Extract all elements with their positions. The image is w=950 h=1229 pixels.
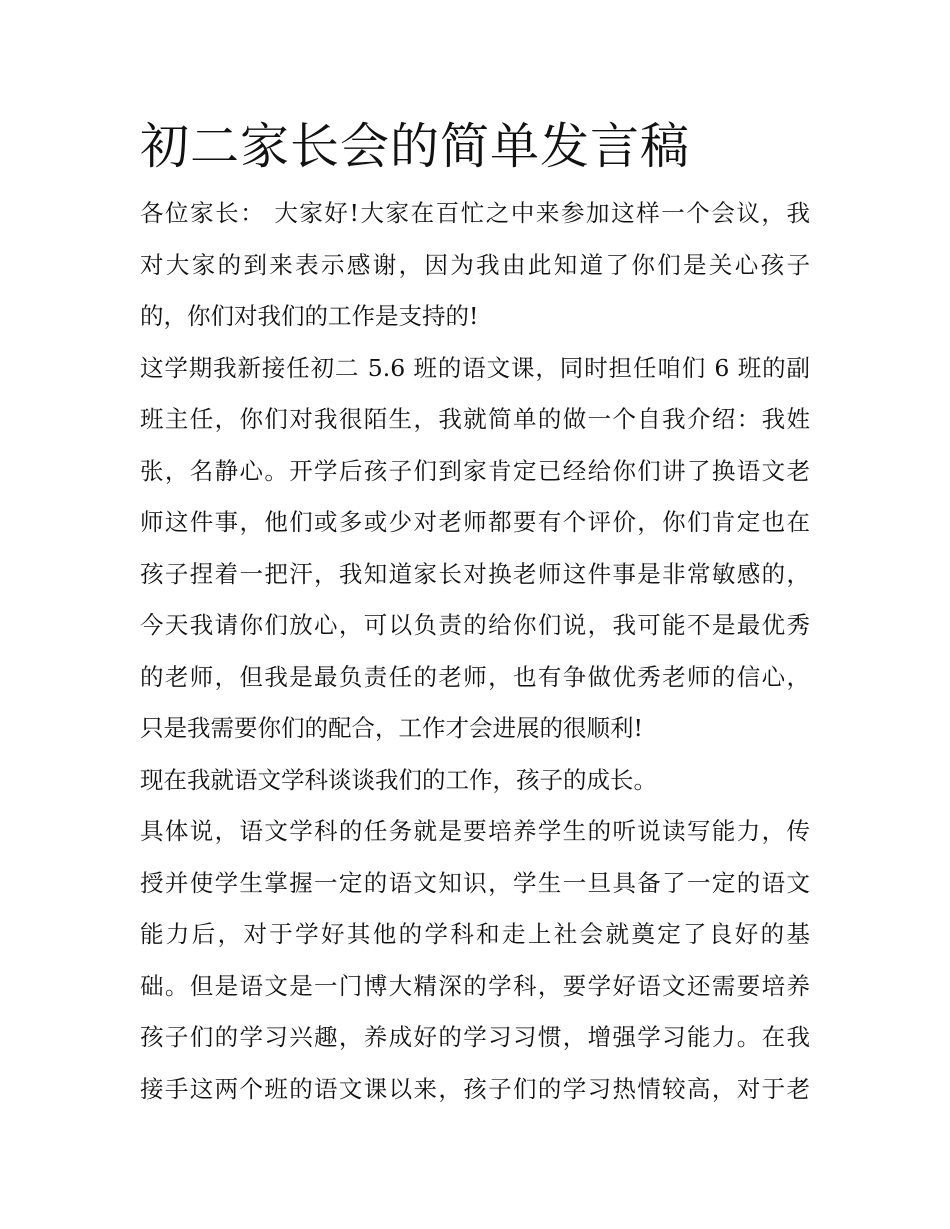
text-line: 的，你们对我们的工作是支持的! <box>140 302 479 330</box>
text-line: 接手这两个班的语文课以来，孩子们的学习热情较高，对于老 <box>140 1074 810 1103</box>
text-line: 孩子捏着一把汗，我知道家长对换老师这件事是非常敏感的， <box>140 559 810 588</box>
text-line: 现在我就语文学科谈谈我们的工作，孩子的成长。 <box>140 765 657 794</box>
text-line: 对大家的到来表示感谢，因为我由此知道了你们是关心孩子 <box>140 250 810 279</box>
paragraph-greeting <box>140 188 810 343</box>
text-line: 能力后，对于学好其他的学科和走上社会就奠定了良好的基 <box>140 920 810 948</box>
text-line: 张，名静心。开学后孩子们到家肯定已经给你们讲了换语文老 <box>140 456 810 485</box>
text-line: 础。但是语文是一门博大精深的学科，要学好语文还需要培养 <box>140 971 810 1000</box>
paragraph-introduction <box>140 343 810 755</box>
text-line: 的老师，但我是最负责任的老师，也有争做优秀老师的信心， <box>140 662 810 691</box>
paragraph-details <box>140 806 810 1115</box>
text-line: 师这件事，他们或多或少对老师都要有个评价，你们肯定也在 <box>140 508 810 536</box>
text-line: 各位家长： 大家好!大家在百忙之中来参加这样一个会议，我 <box>140 199 810 227</box>
paragraph-topic <box>140 755 810 807</box>
text-line: 这学期我新接任初二 5.6 班的语文课，同时担任咱们 6 班的副 <box>140 353 810 382</box>
text-line: 授并使学生掌握一定的语文知识，学生一旦具备了一定的语文 <box>140 868 810 897</box>
text-line: 孩子们的学习兴趣，养成好的学习习惯，增强学习能力。在我 <box>140 1023 810 1051</box>
text-line: 班主任，你们对我很陌生，我就简单的做一个自我介绍：我姓 <box>140 405 810 433</box>
document-title: 初二家长会的简单发言稿 <box>140 118 691 175</box>
text-line: 只是我需要你们的配合，工作才会进展的很顺利! <box>140 714 643 742</box>
document-page <box>140 110 810 1115</box>
text-line: 具体说，语文学科的任务就是要培养学生的听说读写能力，传 <box>140 817 810 845</box>
text-line: 今天我请你们放心，可以负责的给你们说，我可能不是最优秀 <box>140 611 810 639</box>
